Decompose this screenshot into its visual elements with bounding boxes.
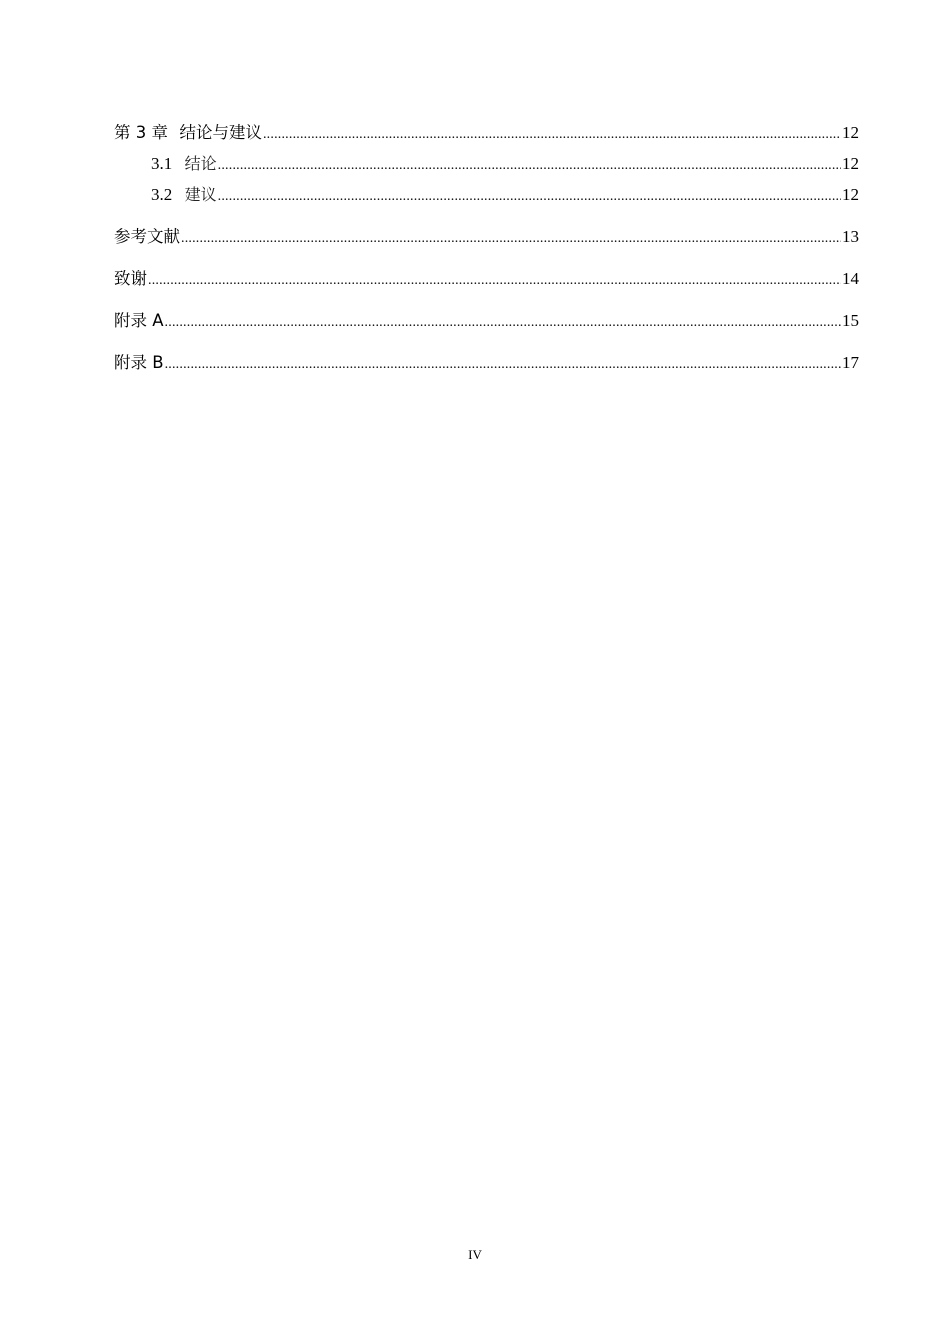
toc-entry-chapter-3[interactable]: [114, 117, 859, 148]
toc-entry-page: 12: [842, 185, 859, 204]
toc-entry-appendix-a[interactable]: [114, 305, 859, 336]
toc-entry-page: 15: [842, 311, 859, 330]
toc-entry-prefix: 第 3 章: [114, 123, 168, 142]
toc-dot-leader: [218, 181, 841, 212]
toc-entry-title: 建议: [184, 185, 217, 204]
page-number-footer: IV: [468, 1247, 482, 1262]
toc-entry-number: 3.2: [151, 185, 173, 204]
toc-entry-title: 结论与建议: [179, 123, 262, 142]
toc-dot-leader: [148, 265, 841, 296]
table-of-contents: [114, 117, 859, 378]
toc-entry-page: 14: [842, 269, 859, 288]
toc-entry-page: 13: [842, 227, 859, 246]
toc-entry-page: 12: [842, 123, 859, 142]
toc-dot-leader: [165, 349, 841, 380]
toc-entry-page: 12: [842, 154, 859, 173]
toc-entry-title: 参考文献: [114, 227, 180, 246]
toc-entry-section-3-1[interactable]: [114, 148, 859, 179]
toc-dot-leader: [181, 223, 841, 254]
toc-dot-leader: [218, 150, 841, 181]
toc-dot-leader: [263, 119, 841, 150]
toc-entry-title: 附录 B: [114, 353, 164, 372]
toc-dot-leader: [165, 307, 841, 338]
toc-entry-section-3-2[interactable]: [114, 179, 859, 210]
toc-entry-number: 3.1: [151, 154, 173, 173]
toc-entry-title: 致谢: [114, 269, 147, 288]
toc-entry-acknowledgements[interactable]: [114, 263, 859, 294]
toc-entry-title: 附录 A: [114, 311, 164, 330]
toc-entry-title: 结论: [184, 154, 217, 173]
toc-entry-references[interactable]: [114, 221, 859, 252]
toc-entry-appendix-b[interactable]: [114, 347, 859, 378]
toc-entry-page: 17: [842, 353, 859, 372]
